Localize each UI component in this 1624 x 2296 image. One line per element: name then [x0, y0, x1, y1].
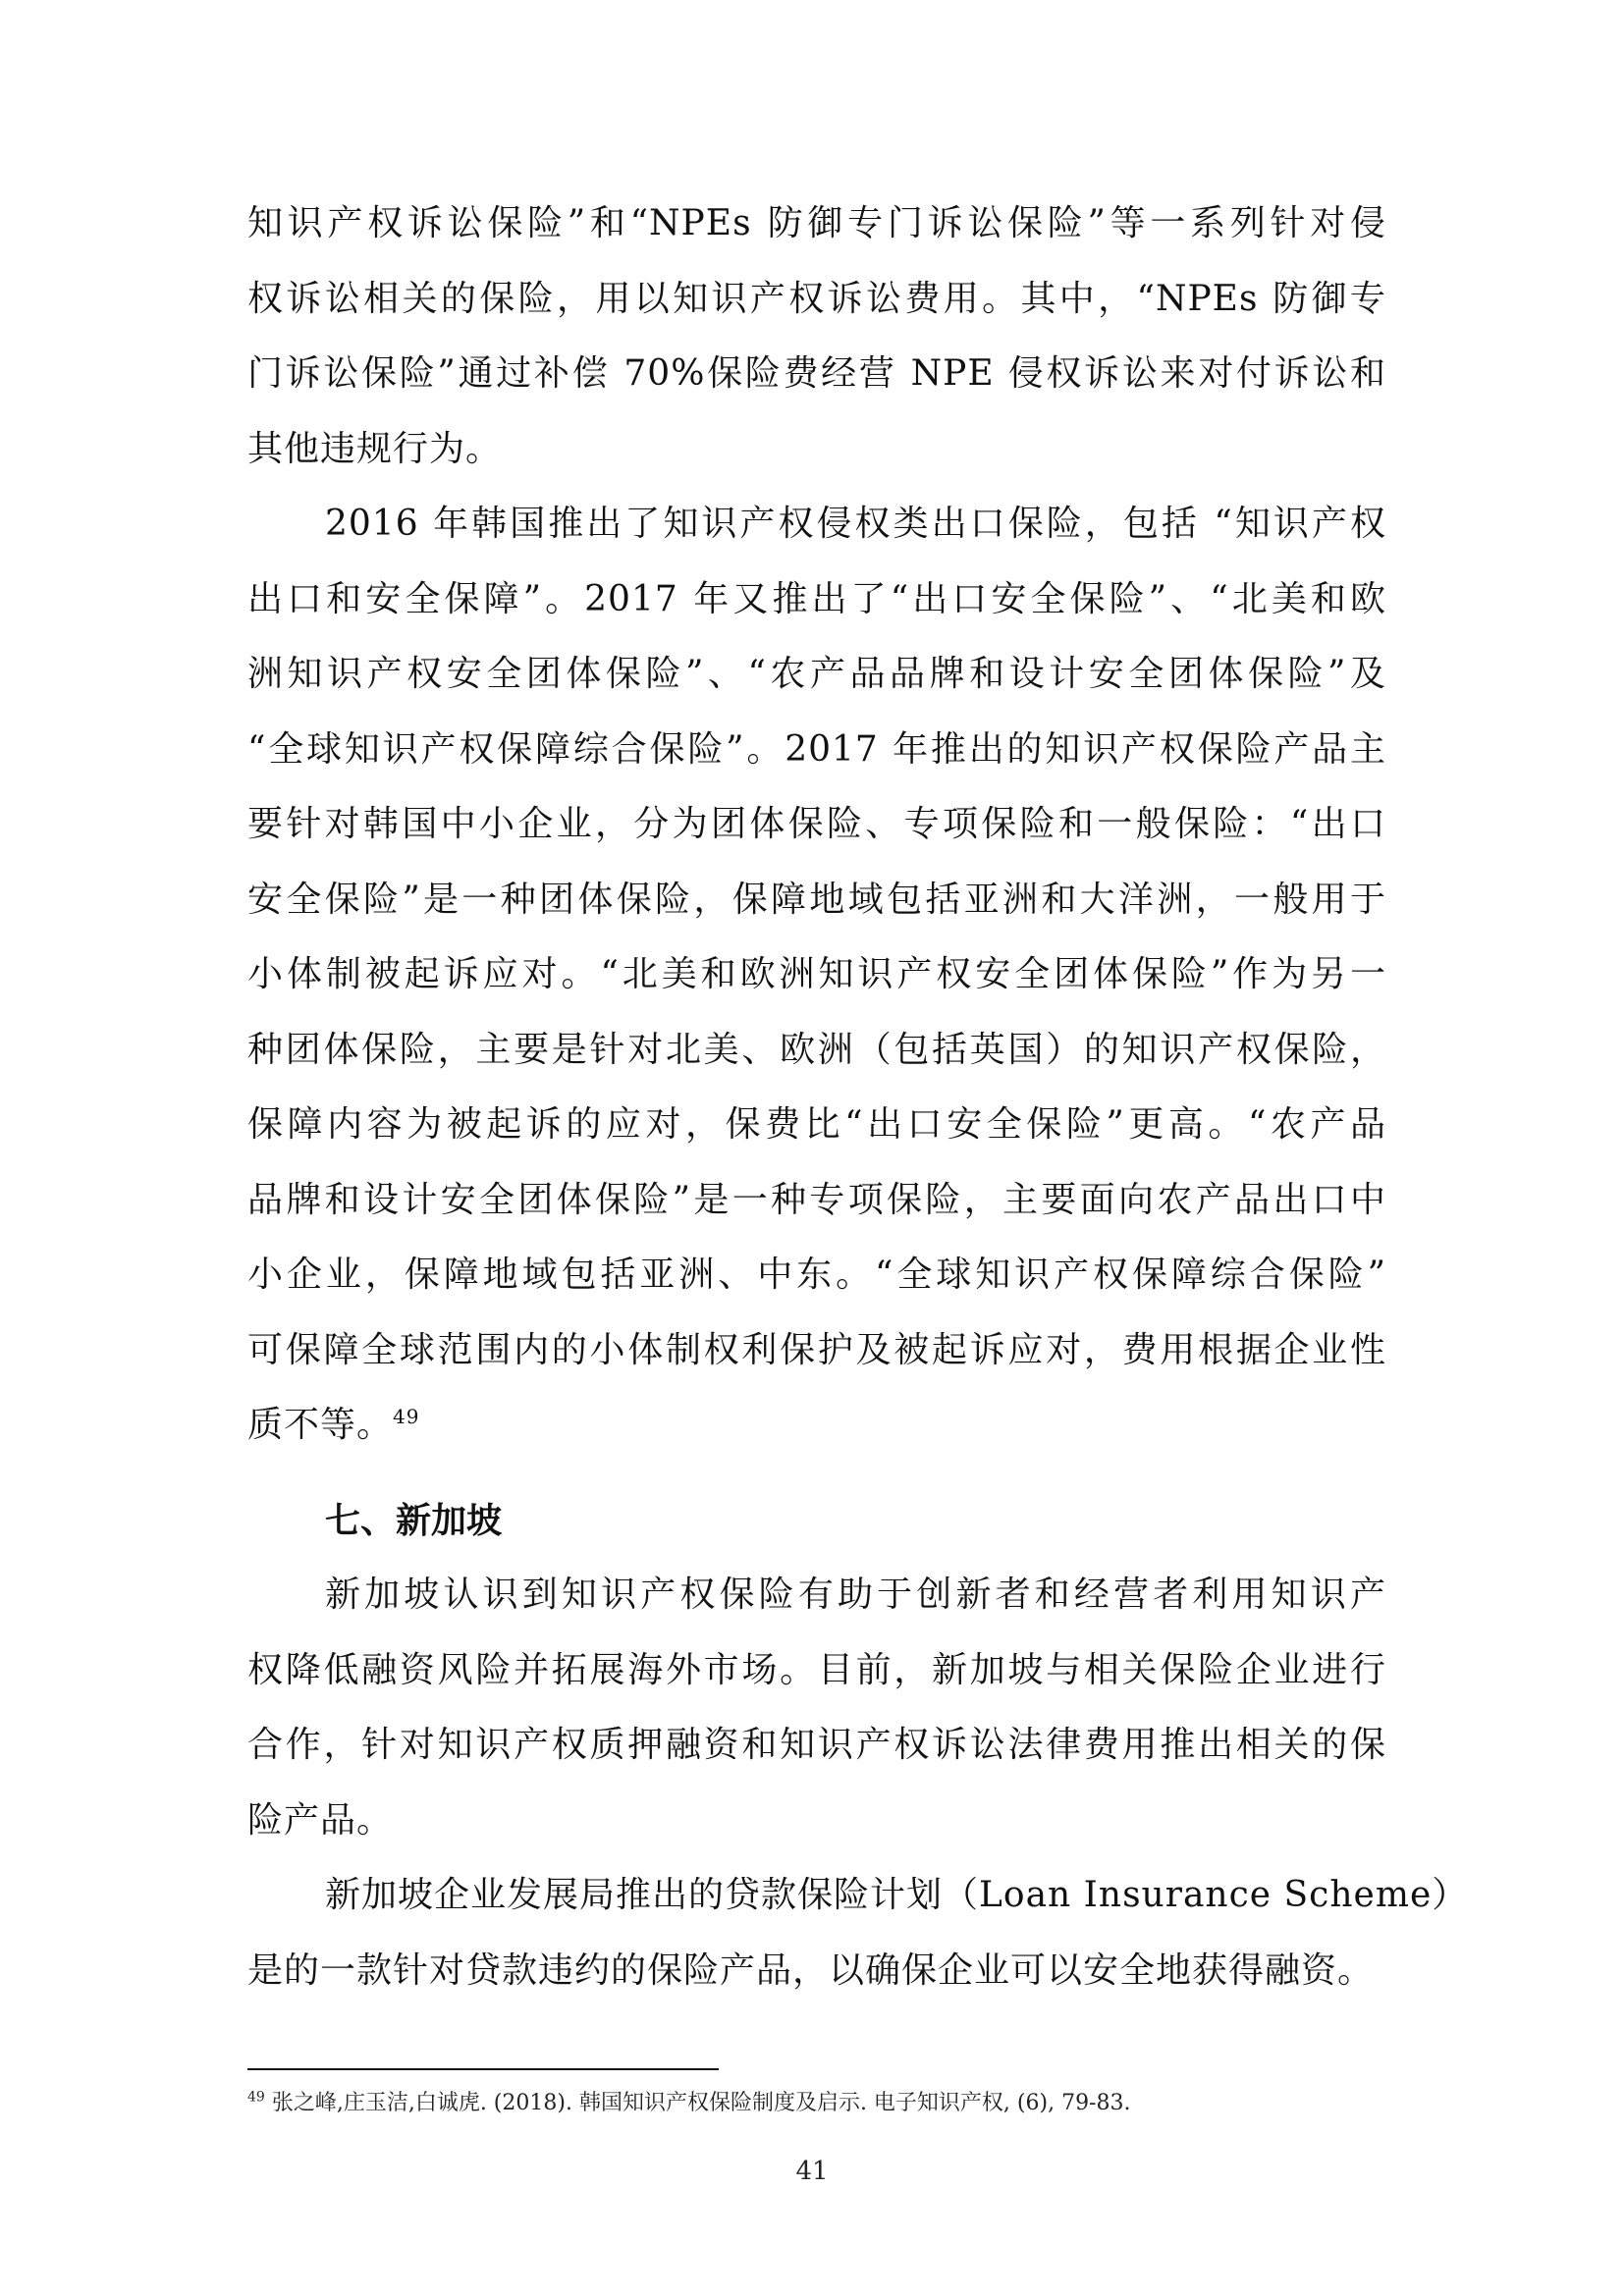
- text-line: 险产品。: [247, 1799, 394, 1841]
- text-line: 保障内容为被起诉的应对，保费比“出口安全保险”更高。“农产品: [247, 1104, 1386, 1145]
- paragraph-4: [247, 1858, 1469, 2008]
- text-line-with-footnote: [247, 1388, 1386, 1464]
- text-line: 出口和安全保障”。2017 年又推出了“出口安全保险”、“北美和欧: [247, 578, 1386, 619]
- text-line: 可保障全球范围内的小体制权利保护及被起诉应对，费用根据企业性: [247, 1329, 1386, 1370]
- paragraph-2: [247, 487, 1386, 1464]
- section-heading: 七、新加坡: [325, 1499, 503, 1541]
- footnote-number: 49: [247, 2089, 265, 2106]
- text-line: 洲知识产权安全团体保险”、“农产品品牌和设计安全团体保险”及: [247, 654, 1386, 694]
- text-line: 安全保险”是一种团体保险，保障地域包括亚洲和大洋洲，一般用于: [247, 879, 1386, 920]
- paragraph-1: [247, 187, 1386, 487]
- text-line: 其他违规行为。: [247, 428, 503, 469]
- text-line: 新加坡企业发展局推出的贷款保险计划（Loan Insurance Scheme）: [325, 1875, 1469, 1915]
- text-line: 小体制被起诉应对。“北美和欧洲知识产权安全团体保险”作为另一: [247, 954, 1386, 994]
- text-line: 质不等。: [247, 1405, 394, 1445]
- text-line: 品牌和设计安全团体保险”是一种专项保险，主要面向农产品出口中: [247, 1179, 1386, 1220]
- text-line: 权降低融资风险并拓展海外市场。目前，新加坡与相关保险企业进行: [247, 1649, 1386, 1690]
- text-line: 权诉讼相关的保险，用以知识产权诉讼费用。其中，“NPEs 防御专: [247, 278, 1386, 319]
- text-line: 知识产权诉讼保险”和“NPEs 防御专门诉讼保险”等一系列针对侵: [247, 203, 1386, 243]
- text-line: 新加坡认识到知识产权保险有助于创新者和经营者利用知识产: [325, 1575, 1386, 1615]
- text-line: “全球知识产权保障综合保险”。2017 年推出的知识产权保险产品主: [247, 728, 1386, 770]
- text-line: 小企业，保障地域包括亚洲、中东。“全球知识产权保障综合保险”: [247, 1255, 1386, 1295]
- text-line: 2016 年韩国推出了知识产权侵权类出口保险，包括 “知识产权: [325, 504, 1386, 544]
- text-line: 是的一款针对贷款违约的保险产品，以确保企业可以安全地获得融资。: [247, 1949, 1375, 1991]
- page-number: 41: [795, 2157, 829, 2186]
- footnote-reference[interactable]: 49: [393, 1405, 420, 1428]
- text-line: 要针对韩国中小企业，分为团体保险、专项保险和一般保险：“出口: [247, 804, 1386, 844]
- text-line: 种团体保险，主要是针对北美、欧洲（包括英国）的知识产权保险，: [247, 1029, 1386, 1070]
- footnote: [247, 2088, 1130, 2119]
- paragraph-3: [247, 1558, 1386, 1858]
- text-line: 合作，针对知识产权质押融资和知识产权诉讼法律费用推出相关的保: [247, 1725, 1386, 1765]
- document-body: [247, 187, 1469, 2008]
- text-line: 门诉讼保险”通过补偿 70%保险费经营 NPE 侵权诉讼来对付诉讼和: [247, 353, 1386, 394]
- footnote-text: 张之峰,庄玉洁,白诚虎. (2018). 韩国知识产权保险制度及启示. 电子知识产权, (6), 79-83.: [271, 2091, 1131, 2115]
- footnote-divider: [247, 2068, 719, 2070]
